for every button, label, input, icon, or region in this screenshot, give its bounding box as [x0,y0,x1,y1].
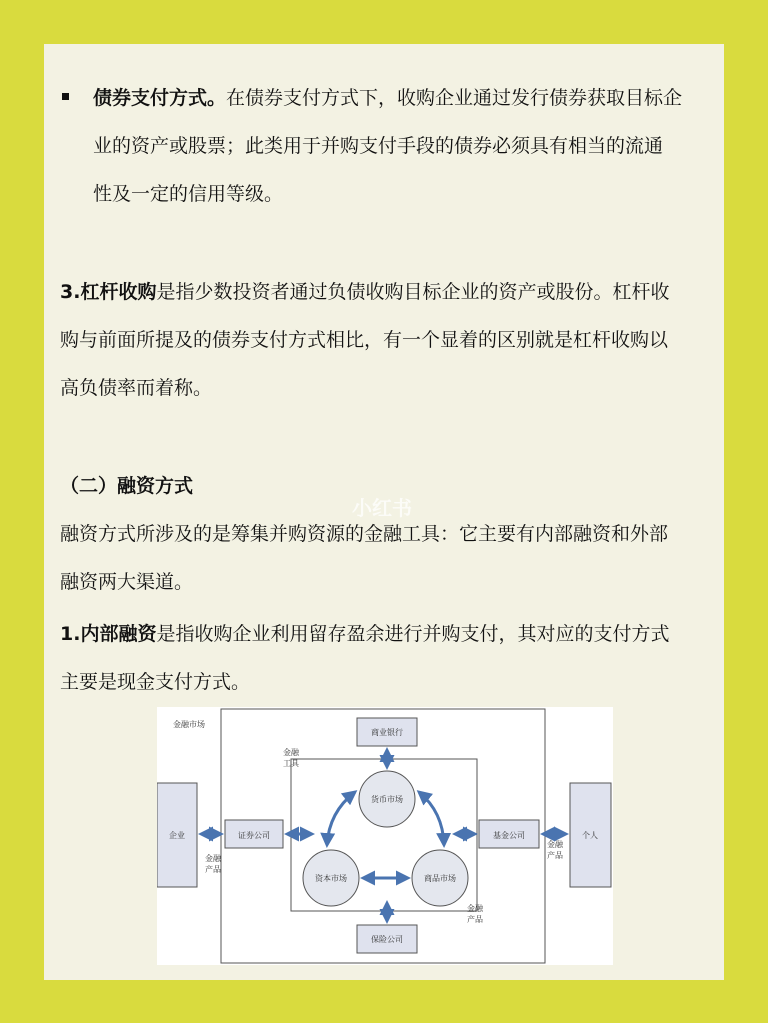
label-enterprise: 企业 [169,831,185,840]
internal-title: 1.内部融资 [60,623,157,645]
section-line-1: 融资方式所涉及的是筹集并购资源的金融工具：它主要有内部融资和外部 [60,523,669,545]
label-commercial-bank: 商业银行 [371,728,403,737]
label-insurance-company: 保险公司 [371,935,403,944]
bond-payment-title: 债券支付方式。 [93,87,227,109]
watermark: 小红书 [352,496,412,520]
label-product-left-2: 产品 [205,865,221,874]
section-heading: （二）融资方式 [60,475,194,497]
financial-market-diagram [157,707,613,965]
label-product-bottom-1: 金融 [467,904,483,913]
label-money-market: 货币市场 [371,795,403,804]
label-fund-company: 基金公司 [493,831,525,840]
label-securities-company: 证券公司 [238,831,270,840]
bond-payment-line-3: 性及一定的信用等级。 [93,183,284,205]
leverage-title: 3.杠杆收购 [60,281,157,303]
label-individual: 个人 [582,831,598,840]
label-financial-market: 金融市场 [173,720,205,729]
diagram-svg [157,707,613,965]
label-product-left-1: 金融 [205,854,221,863]
arrow-money-capital [327,792,355,845]
label-commodity-market: 商品市场 [424,874,456,883]
arrow-money-commodity [419,792,444,845]
label-product-right-1: 金融 [547,840,563,849]
leverage-line-1: 3.杠杆收购是指少数投资者通过负债收购目标企业的资产或股份。杠杆收 [60,281,670,303]
internal-line-1: 1.内部融资是指收购企业利用留存盈余进行并购支付，其对应的支付方式 [60,623,670,645]
label-financial-tool-1: 金融 [283,748,299,757]
label-product-right-2: 产品 [547,851,563,860]
section-line-2: 融资两大渠道。 [60,571,194,593]
label-product-bottom-2: 产品 [467,915,483,924]
internal-line-2: 主要是现金支付方式。 [60,671,251,693]
bond-payment-line-2: 业的资产或股票；此类用于并购支付手段的债券必须具有相当的流通 [93,135,664,157]
bond-payment-line-1: 债券支付方式。在债券支付方式下，收购企业通过发行债券获取目标企 [93,87,683,109]
leverage-line-3: 高负债率而着称。 [60,377,213,399]
leverage-line-2: 购与前面所提及的债券支付方式相比，有一个显着的区别就是杠杆收购以 [60,329,669,351]
label-financial-tool-2: 工具 [283,759,299,768]
bullet-marker [62,93,69,100]
label-capital-market: 资本市场 [315,874,347,883]
